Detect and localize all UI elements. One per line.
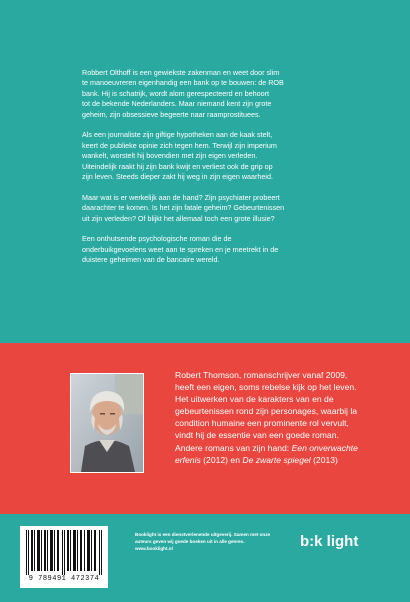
bio-text: Robert Thomson, romanschrijver vanaf 2009, heeft een eigen, soms rebelse kijk op het leven. Het uitwerken van de karakters van en de gebeurtenissen rond zijn personages, waarbij la condition humaine een prominente rol vervult, vindt hij de essentie van een goede roman. Andere romans van zijn hand: — [175, 370, 358, 453]
isbn-barcode — [20, 526, 108, 588]
author-panel — [0, 343, 410, 514]
publisher-text: Booklight is een dienstverlenende uitgeverij. Samen met onze auteurs geven wij goede boeken uit in alle genres. — [135, 532, 271, 544]
bio-between: (2012) en — [200, 454, 243, 465]
publisher-info — [135, 532, 280, 553]
author-bio — [175, 369, 360, 466]
author-photo — [70, 373, 144, 473]
bio-end: (2013) — [310, 454, 338, 465]
book-title-1: Een onverwachte erfenis — [175, 442, 358, 465]
barcode-bars — [24, 530, 104, 575]
blurb-paragraph-4: Een onthutsende psychologische roman die de onderbuikgevoelens weet aan te spreken en je meetrekt in de duistere geheimen van de bancaire wereld. — [82, 234, 279, 265]
publisher-logo: b:k light — [300, 533, 359, 550]
footer-panel — [0, 514, 410, 602]
blurb-paragraph-1: Robbert Olthoff is een gewiekste zakenman en weet door slim te manoeuvreren eigenhandig een bank op te bouwen: de ROB bank. Hij is schatrijk, wordt alom gerespecteerd en behoort tot de bekende Nederlanders. Maar niemand kent zijn grote geheim, zijn obsessieve begeerte naar raamprostituees. — [82, 68, 284, 119]
blurb-paragraph-2: Als een journaliste zijn giftige hypotheken aan de kaak stelt, keert de publieke opinie zich tegen hem. Terwijl zijn imperium wankelt, worstelt hij bovendien met zijn eigen verleden. Uiteindelijk raakt hij zijn bank kwijt en verliest ook de grip op zijn leven. Steeds dieper zakt hij weg in zijn eigen waarheid. — [82, 130, 277, 182]
isbn-number: 9 789491 472374 — [28, 575, 100, 583]
publisher-url: www.booklight.nl — [135, 546, 173, 552]
book-title-2: De zwarte spiegel — [242, 454, 311, 465]
blurb-text — [82, 68, 332, 276]
blurb-paragraph-3: Maar wat is er werkelijk aan de hand? Zijn psychiater probeert daarachter te komen. Is het zijn fatale geheim? Gebeurtenissen uit zijn verleden? Of blijkt het allemaal toch een grote illusie? — [82, 192, 285, 223]
author-portrait-image — [71, 374, 143, 472]
